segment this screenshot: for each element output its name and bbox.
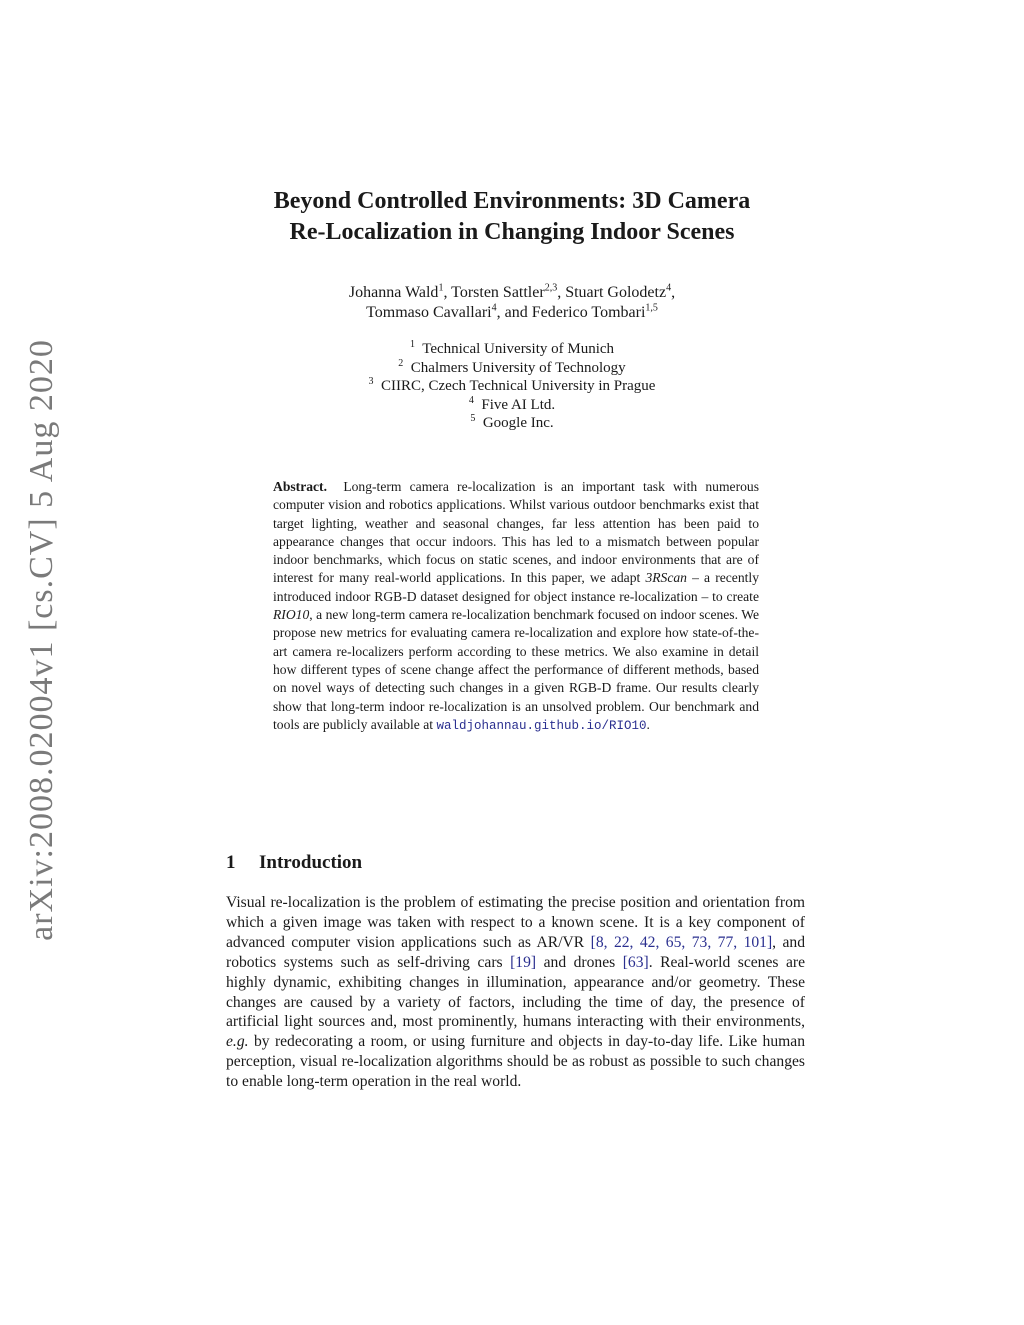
affiliation-item bbox=[0, 414, 1024, 433]
abstract-label: Abstract. bbox=[273, 479, 327, 494]
affiliation-name: Technical University of Munich bbox=[422, 341, 615, 357]
author-affil-sup: 4 bbox=[666, 282, 672, 294]
citation-link[interactable]: [19] bbox=[510, 953, 537, 971]
citation-link[interactable]: [8, 22, 42, 65, 73, 77, 101] bbox=[590, 933, 773, 951]
citation-link[interactable]: [63] bbox=[622, 953, 649, 971]
intro-text: and drones bbox=[543, 953, 616, 971]
author-line-2: Tommaso Cavallari$^4$, and Federico Tombari$^{1,5}$ bbox=[366, 302, 658, 321]
affiliation-name: Google Inc. bbox=[482, 415, 554, 431]
affiliation-name: Chalmers University of Technology bbox=[410, 359, 626, 376]
affiliation-item bbox=[0, 359, 1024, 378]
affiliation-item bbox=[0, 396, 1024, 415]
abstract-text: , a new long-term camera re-localization benchmark focused on indoor scenes. We propose new metrics for evaluating camera re-localization and explore how state-of-the-art camera re-localizers perform according to these metrics. We also examine in detail how different types of scene change affect the performance of different methods, based on novel ways of detecting such changes in a given RGB-D frame. Our results clearly show that long-term indoor re-localization is an unsolved problem. Our benchmark and tools are publicly available at bbox=[273, 607, 759, 732]
affiliation-number: 3 bbox=[368, 376, 374, 387]
abstract-text: Long-term camera re-localization is an important task with numerous computer vision and robotics applications. Whilst various outdoor benchmarks exist that target lighting, weather and seasonal changes, far less attention has been paid to appearance changes that occur indoors. This has led to a mismatch between popular indoor benchmarks, which focus on static scenes, and indoor environments that are of interest for many real-world applications. In this paper, we adapt bbox=[273, 479, 759, 586]
affiliation-name: Five AI Ltd. bbox=[481, 396, 556, 413]
author-name: Stuart Golodetz bbox=[565, 284, 667, 301]
affiliation-name: CIIRC, Czech Technical University in Prague bbox=[381, 378, 656, 394]
section-heading bbox=[226, 852, 362, 874]
abstract bbox=[273, 478, 759, 735]
abstract-text: – a recently introduced indoor RGB-D dataset designed for object instance re-localization – to create bbox=[273, 570, 759, 604]
author-name: Tommaso Cavallari bbox=[366, 304, 492, 321]
affiliation-list bbox=[0, 340, 1024, 433]
author-affil-sup: 1,5 bbox=[645, 302, 658, 314]
affiliation-number: 2 bbox=[398, 357, 404, 369]
dataset-name: 3RScan bbox=[645, 570, 687, 586]
affiliation-number: 5 bbox=[470, 413, 476, 424]
intro-text: Visual re-localization is the problem of estimating the precise position and orientation from which a given image was taken with respect to a known scene. It is a key component of advanced computer vision applications such as AR/VR bbox=[226, 894, 805, 951]
title-line-1: Beyond Controlled Environments: 3D Camera bbox=[273, 188, 751, 214]
arxiv-identifier: arXiv:2008.02004v1 [cs.CV] 5 Aug 2020 bbox=[23, 339, 60, 941]
section-number: 1 bbox=[226, 852, 236, 873]
author-line-1: Johanna Wald$^1$, Torsten Sattler$^{2,3}$, Stuart Golodetz$^4$, bbox=[348, 282, 676, 301]
benchmark-link[interactable]: waldjohannau.github.io/RIO10 bbox=[436, 718, 647, 733]
author-affil-sup: 2,3 bbox=[544, 282, 558, 294]
intro-text: by redecorating a room, or using furniture and objects in day-to-day life. Like human perception, visual re-localization algorithms should be as robust as possible to such changes to enable long-term operation in the real world. bbox=[226, 1033, 805, 1091]
affiliation-number: 4 bbox=[468, 394, 474, 406]
author-name: Johanna Wald bbox=[348, 284, 439, 301]
author-name: Torsten Sattler bbox=[451, 284, 545, 301]
intro-abbrev: e.g. bbox=[226, 1033, 249, 1051]
title-line-2: Re-Localization in Changing Indoor Scenes bbox=[289, 219, 735, 245]
author-list bbox=[0, 283, 1024, 323]
author-affil-sup: 4 bbox=[491, 302, 497, 314]
affiliation-number: 1 bbox=[409, 339, 415, 350]
intro-text: , and robotics systems such as self-driving cars bbox=[226, 933, 806, 971]
intro-text: . Real-world scenes are highly dynamic, exhibiting changes in illumination, appearance and/or geometry. These changes are caused by a variety of factors, including the time of day, the presence of artificial light sources and, most prominently, humans interacting with their environments, bbox=[226, 953, 805, 1031]
intro-paragraph bbox=[226, 893, 805, 1092]
author-affil-sup: 1 bbox=[438, 282, 444, 294]
paper-title bbox=[0, 186, 1024, 248]
dataset-name: RIO10 bbox=[273, 607, 310, 623]
author-name: Federico Tombari bbox=[531, 304, 646, 321]
abstract-end: . bbox=[646, 716, 650, 732]
affiliation-item bbox=[0, 340, 1024, 359]
section-title: Introduction bbox=[259, 852, 363, 873]
affiliation-item bbox=[0, 377, 1024, 396]
